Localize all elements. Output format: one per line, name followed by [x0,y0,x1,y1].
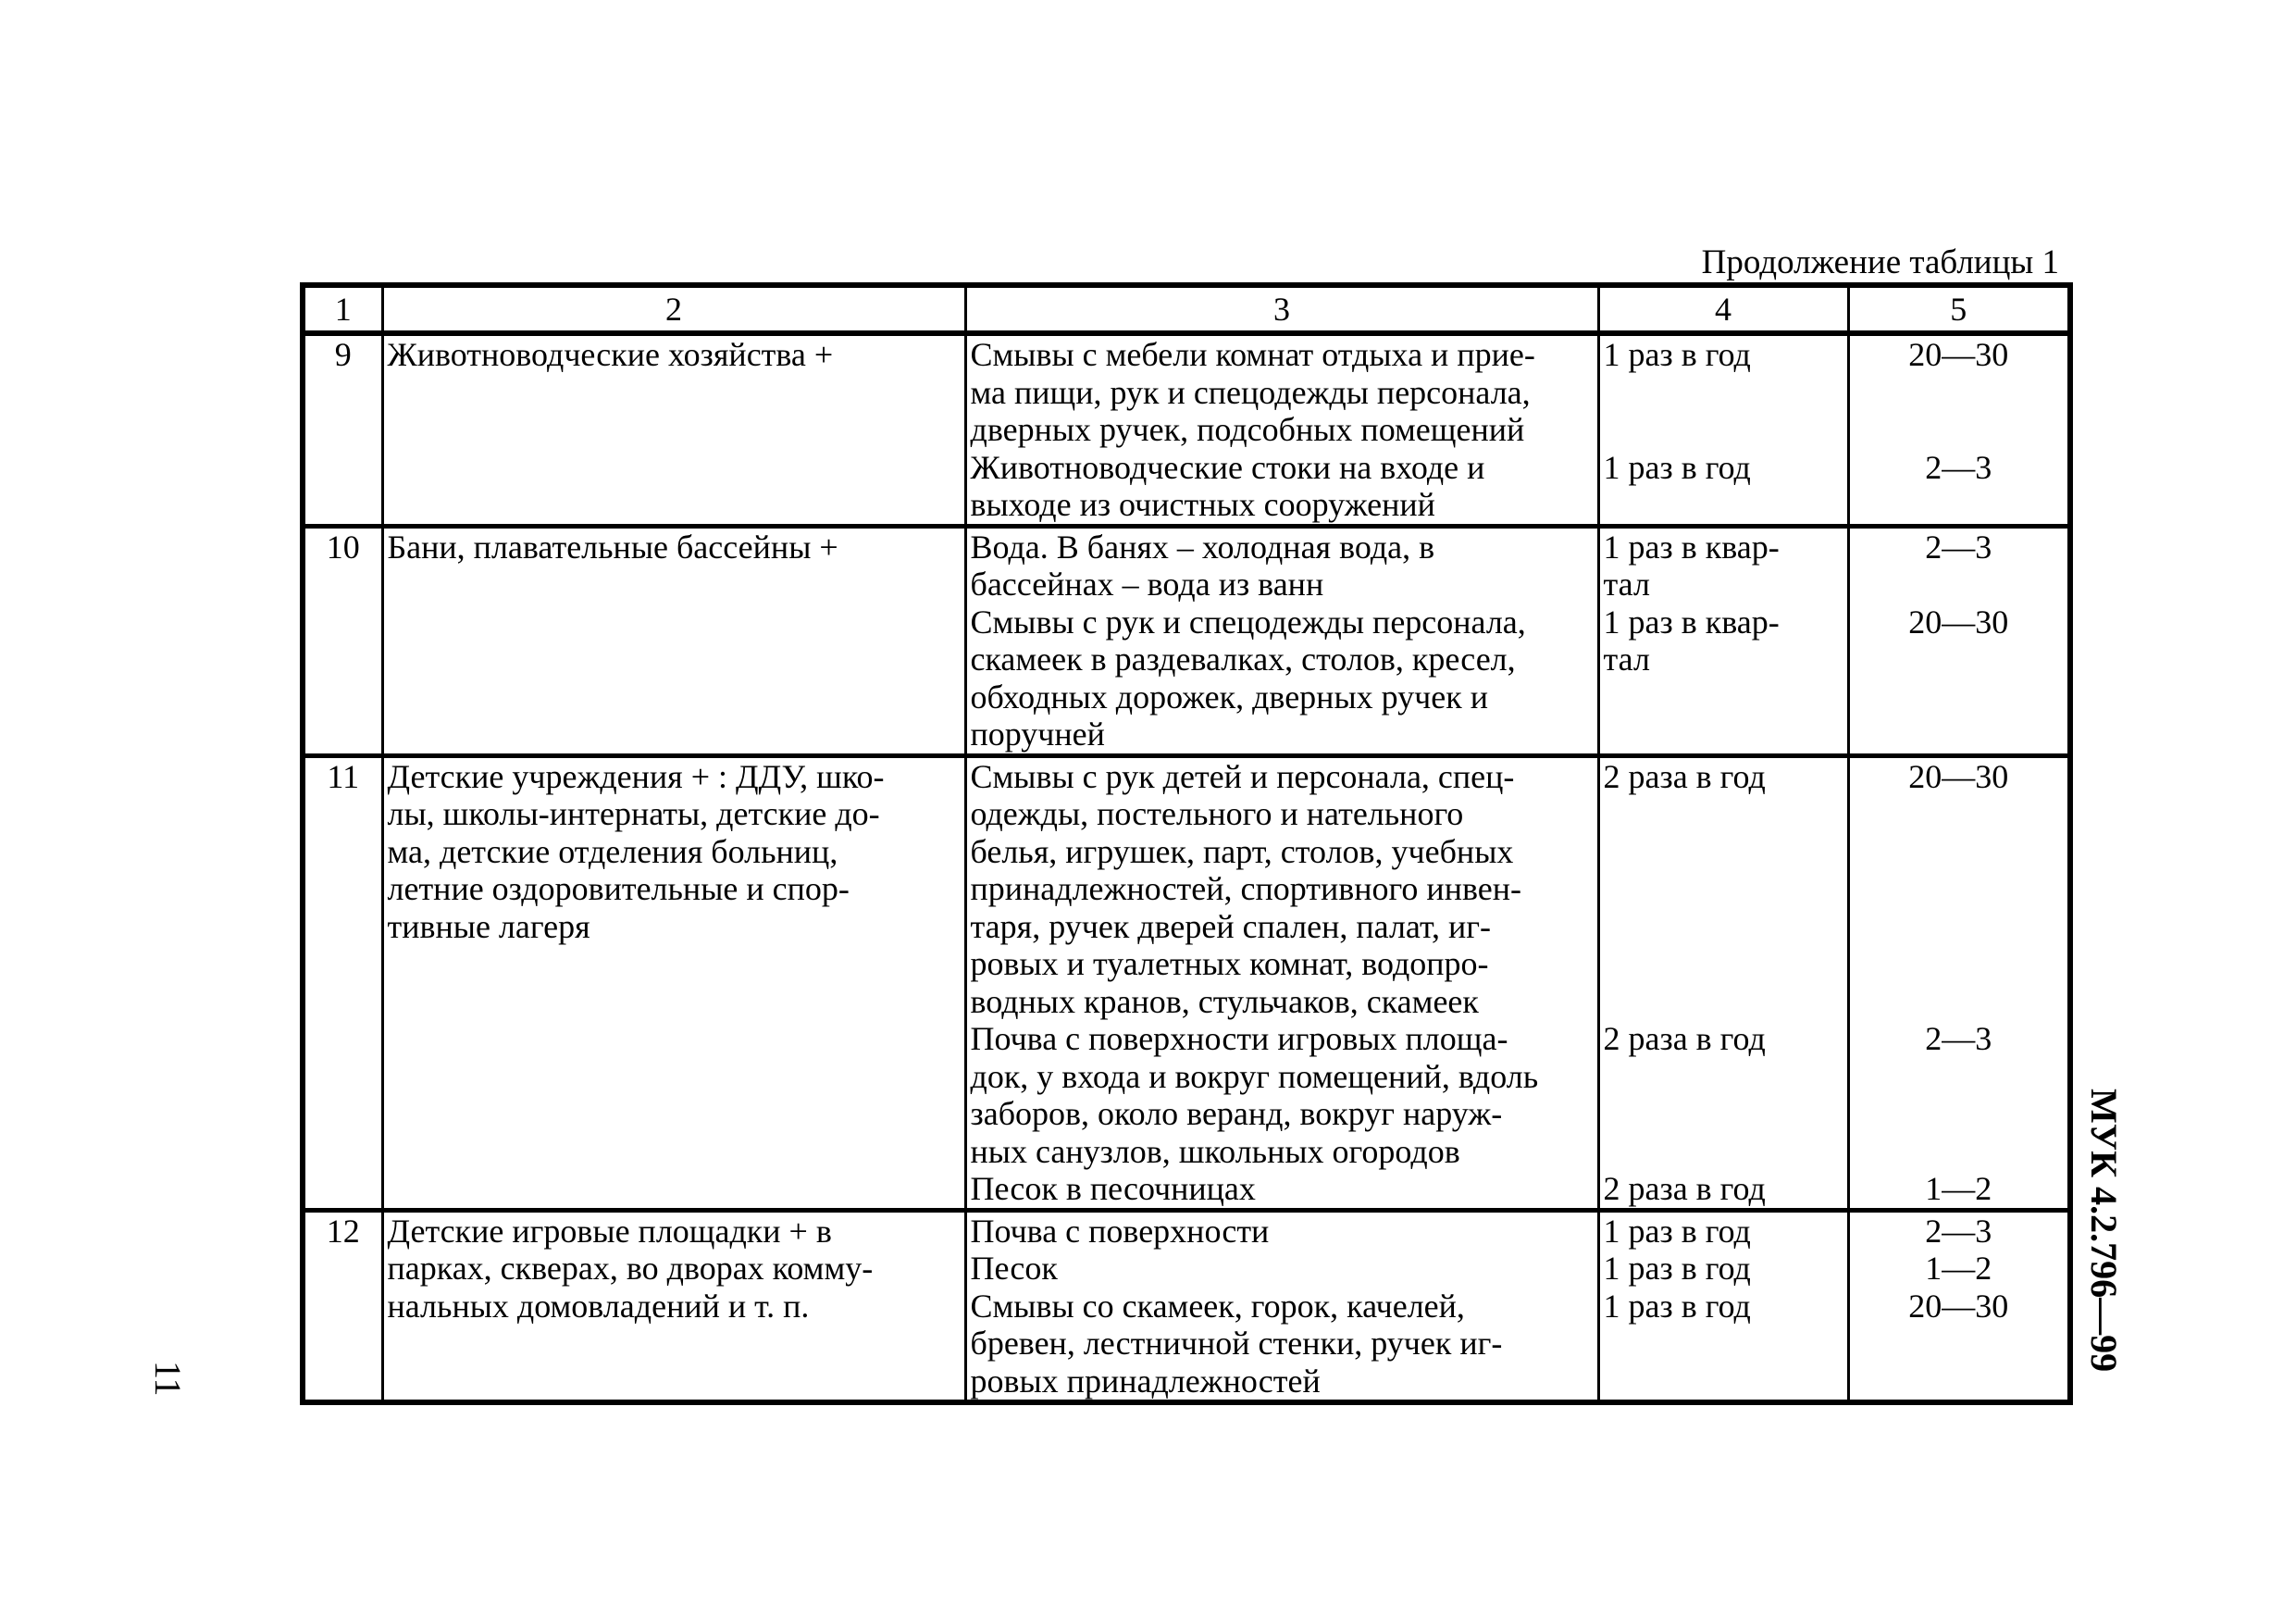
frequency-line: 2 раза в год [1603,757,1766,795]
frequency-line: 1 раз в год [1603,336,1751,373]
sample-line: Смывы со скамеек, горок, качелей, [970,1287,1465,1325]
col-header-4: 4 [1598,285,1848,333]
samples-cell [965,333,1598,526]
object-line: Детские игровые площадки + в [387,1212,832,1250]
object-line: ма, детские отделения больниц, [387,832,838,870]
sample-line: Песок в песочницах [970,1170,1256,1207]
count-value: 20—30 [1908,603,2009,641]
data-table [300,282,2073,1405]
sample-line: поручней [970,716,1105,753]
sample-line: бассейнах – вода из ванн [970,566,1324,603]
sample-line: водных кранов, стульчаков, скамеек [970,982,1479,1020]
count-value: 20—30 [1908,757,2009,795]
sample-line: скамеек в раздевалках, столов, кресел, [970,641,1516,678]
object-line: Бани, плавательные бассейны + [387,528,838,566]
sample-line: Почва с поверхности игровых площа- [970,1020,1508,1057]
sample-line: выходе из очистных сооружений [970,486,1435,523]
table-row [303,755,2070,1210]
sample-line: док, у входа и вокруг помещений, вдоль [970,1057,1539,1095]
sample-line: Песок [970,1250,1058,1287]
count-value: 1—2 [1925,1250,1992,1287]
count-value: 2—3 [1925,528,1992,566]
count-cell [1848,333,2070,526]
table-header-row [303,285,2070,333]
sample-line: Почва с поверхности [970,1212,1270,1250]
frequency-line: 1 раз в год [1603,1287,1751,1325]
count-cell [1848,755,2070,1210]
object-line: летние оздоровительные и спор- [387,870,850,907]
frequency-line: 1 раз в год [1603,448,1751,486]
table-caption: Продолжение таблицы 1 [1701,243,2059,281]
sample-line: Животноводческие стоки на входе и [970,448,1485,486]
object-cell [382,1210,965,1402]
row-number: 9 [303,333,382,526]
object-line: тивные лагеря [387,907,590,945]
count-value: 2—3 [1925,1020,1992,1057]
count-value: 1—2 [1925,1170,1992,1207]
sample-line: ровых и туалетных комнат, водопро- [970,945,1489,982]
object-cell [382,755,965,1210]
col-header-3: 3 [965,285,1598,333]
frequency-line: 1 раз в квар- [1603,528,1780,566]
object-line: парках, скверах, во дворах комму- [387,1250,874,1287]
sample-line: заборов, около веранд, вокруг наруж- [970,1095,1503,1132]
frequency-line: 1 раз в год [1603,1212,1751,1250]
count-cell [1848,526,2070,755]
sample-line: ных санузлов, школьных огородов [970,1132,1460,1170]
frequency-cell [1598,333,1848,526]
sample-line: обходных дорожек, дверных ручек и [970,678,1488,716]
object-line: Детские учреждения + : ДДУ, шко- [387,757,885,795]
count-value: 2—3 [1925,1212,1992,1250]
frequency-line: 2 раза в год [1603,1020,1766,1057]
object-line: Животноводческие хозяйства + [387,336,834,373]
sample-line: бревен, лестничной стенки, ручек иг- [970,1325,1503,1362]
col-header-1: 1 [303,285,382,333]
count-value: 20—30 [1908,336,2009,373]
frequency-cell [1598,526,1848,755]
row-number: 12 [303,1210,382,1402]
table-row [303,526,2070,755]
table-row [303,333,2070,526]
sample-line: белья, игрушек, парт, столов, учебных [970,832,1514,870]
sample-line: Смывы с рук детей и персонала, спец- [970,757,1515,795]
document-code: МУК 4.2.796—99 [2083,1089,2125,1373]
frequency-cell [1598,1210,1848,1402]
col-header-5: 5 [1848,285,2070,333]
sample-line: ровых принадлежностей [970,1362,1321,1400]
count-cell [1848,1210,2070,1402]
frequency-line: 2 раза в год [1603,1170,1766,1207]
object-cell [382,333,965,526]
col-header-2: 2 [382,285,965,333]
sample-line: таря, ручек дверей спален, палат, иг- [970,907,1491,945]
frequency-line: 1 раз в квар- [1603,603,1780,641]
count-value: 2—3 [1925,448,1992,486]
sample-line: дверных ручек, подсобных помещений [970,411,1525,448]
samples-cell [965,1210,1598,1402]
sample-line: принадлежностей, спортивного инвен- [970,870,1521,907]
sample-line: ма пищи, рук и спецодежды персонала, [970,373,1531,411]
sample-line: Вода. В банях – холодная вода, в [970,528,1435,566]
table-row [303,1210,2070,1402]
frequency-line: тал [1603,566,1650,603]
object-cell [382,526,965,755]
count-value: 20—30 [1908,1287,2009,1325]
frequency-cell [1598,755,1848,1210]
sample-line: одежды, постельного и нательного [970,795,1464,832]
page-number: 11 [147,1361,189,1397]
frequency-line: тал [1603,641,1650,678]
sample-line: Смывы с рук и спецодежды персонала, [970,603,1526,641]
samples-cell [965,526,1598,755]
row-number: 11 [303,755,382,1210]
object-line: лы, школы-интернаты, детские до- [387,795,880,832]
object-line: нальных домовладений и т. п. [387,1287,810,1325]
row-number: 10 [303,526,382,755]
samples-cell [965,755,1598,1210]
frequency-line: 1 раз в год [1603,1250,1751,1287]
sample-line: Смывы с мебели комнат отдыха и прие- [970,336,1535,373]
